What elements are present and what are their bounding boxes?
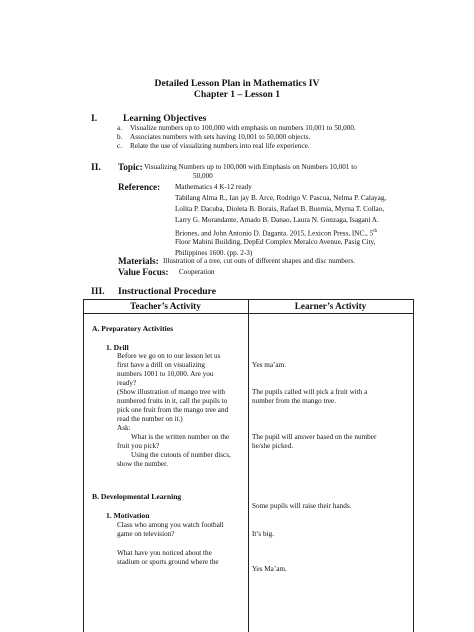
drill-line-7: pick one fruit from the mango tree and bbox=[117, 406, 229, 414]
reference-author-line-3: Larry G. Morandante, Amado B. Danao, Laura N. Gonzaga, Isagani A. bbox=[175, 216, 379, 224]
section-1-number: I. bbox=[91, 113, 98, 124]
learner-response-yes: Yes ma’am. bbox=[252, 361, 287, 369]
section-3-title: Instructional Procedure bbox=[118, 286, 216, 297]
learner-response-raise-hands: Some pupils will raise their hands. bbox=[252, 502, 352, 510]
drill-line-1: Before we go on to our lesson let us bbox=[117, 352, 221, 360]
reference-author-line-6: Philippines 1600. (pp. 2-3) bbox=[175, 249, 253, 257]
drill-ask-label: Ask: bbox=[117, 424, 131, 432]
learner-response-pick-line2: number from the mango tree. bbox=[252, 397, 337, 405]
reference-line1: Mathematics 4 K-12 ready bbox=[175, 183, 252, 191]
section-1-title: Learning Objectives bbox=[123, 113, 207, 124]
topic-text-line1: Visualizing Numbers up to 100,000 with Emphasis on Numbers 10,001 to bbox=[144, 163, 357, 171]
learner-response-pick-line1: The pupils called will pick a fruit with a bbox=[252, 388, 368, 396]
cutouts-line-1: Using the cutouts of number discs, bbox=[131, 451, 231, 459]
objective-a-text: Visualize numbers up to 100,000 with emphasis on numbers 10,001 to 50,000. bbox=[130, 124, 356, 132]
superscript-th: th bbox=[373, 229, 378, 234]
preparatory-activities-heading: A. Preparatory Activities bbox=[92, 324, 174, 333]
learner-activity-header: Learner’s Activity bbox=[294, 301, 367, 311]
reference-author-line-4: Briones, and John Antonio D. Daganta. 2015, Lexicon Press, INC., 5th bbox=[175, 229, 378, 238]
reference-author-line-1: Tabilang Alma R., Ian jay B. Arce, Rodrigo V. Pascua, Nelma P. Calayag, bbox=[175, 194, 387, 202]
objective-b-letter: b. bbox=[117, 133, 123, 141]
drill-line-6: numbered fruits in it, call the pupils to bbox=[117, 397, 228, 405]
document-subtitle: Chapter 1 – Lesson 1 bbox=[193, 89, 281, 100]
developmental-learning-heading: B. Developmental Learning bbox=[92, 492, 182, 501]
materials-label: Materials: bbox=[118, 256, 159, 266]
drill-line-8: read the number on it.) bbox=[117, 415, 183, 423]
document-title: Detailed Lesson Plan in Mathematics IV bbox=[154, 78, 320, 89]
table-right-border bbox=[413, 299, 414, 632]
ask-line-2: fruit you pick? bbox=[117, 442, 160, 450]
topic-text-line2: 50,000 bbox=[193, 172, 213, 180]
reference-author-line-5: Floor Mabini Building, DepEd Complex Meralco Avenue, Pasig City, bbox=[175, 238, 376, 246]
drill-line-4: ready? bbox=[117, 379, 137, 387]
value-focus-text: Cooperation bbox=[179, 268, 215, 276]
cutouts-line-2: show the number. bbox=[117, 460, 168, 468]
materials-text: Illustration of a tree, cut outs of different shapes and disc numbers. bbox=[163, 257, 356, 265]
value-focus-label: Value Focus: bbox=[118, 267, 169, 277]
drill-line-3: numbers 1001 to 10,000. Are you bbox=[117, 370, 214, 378]
ask-line-1: What is the written number on the bbox=[131, 433, 230, 441]
noticed-line-2: stadium or sports ground where the bbox=[117, 558, 219, 566]
table-middle-border bbox=[248, 299, 249, 632]
drill-heading: 1. Drill bbox=[106, 343, 129, 352]
objective-a-letter: a. bbox=[117, 124, 122, 132]
drill-line-2: first have a drill on visualizing bbox=[117, 361, 206, 369]
noticed-line-1: What have you noticed about the bbox=[117, 549, 212, 557]
objective-c-letter: c. bbox=[117, 142, 122, 150]
motivation-heading: 1. Motivation bbox=[106, 511, 150, 520]
drill-line-5: (Show illustration of mango tree with bbox=[117, 388, 225, 396]
motivation-line-1: Class who among you watch football bbox=[117, 521, 224, 529]
topic-label: Topic: bbox=[118, 162, 143, 172]
reference-author-line-2: Lolita P. Dacuba, Dioleta B. Borais, Rafael B. Buemia, Myrna T. Collao, bbox=[175, 205, 385, 213]
learner-response-answer-line1: The pupil will answer based on the number bbox=[252, 433, 377, 441]
objective-b-text: Associates numbers with sets having 10,001 to 50,000 objects. bbox=[130, 133, 311, 141]
learner-response-answer-line2: he/she picked. bbox=[252, 442, 294, 450]
reference-label: Reference: bbox=[118, 182, 161, 192]
motivation-line-2: game on television? bbox=[117, 530, 175, 538]
section-2-number: II. bbox=[91, 162, 101, 173]
learner-response-yes-maam: Yes Ma’am. bbox=[252, 565, 287, 573]
objective-c-text: Relate the use of visualizing numbers into real life experience. bbox=[130, 142, 310, 150]
learner-response-its-big: It’s big. bbox=[252, 530, 274, 538]
table-left-border bbox=[83, 299, 84, 632]
section-3-number: III. bbox=[91, 286, 105, 297]
teacher-activity-header: Teacher’s Activity bbox=[130, 301, 201, 311]
